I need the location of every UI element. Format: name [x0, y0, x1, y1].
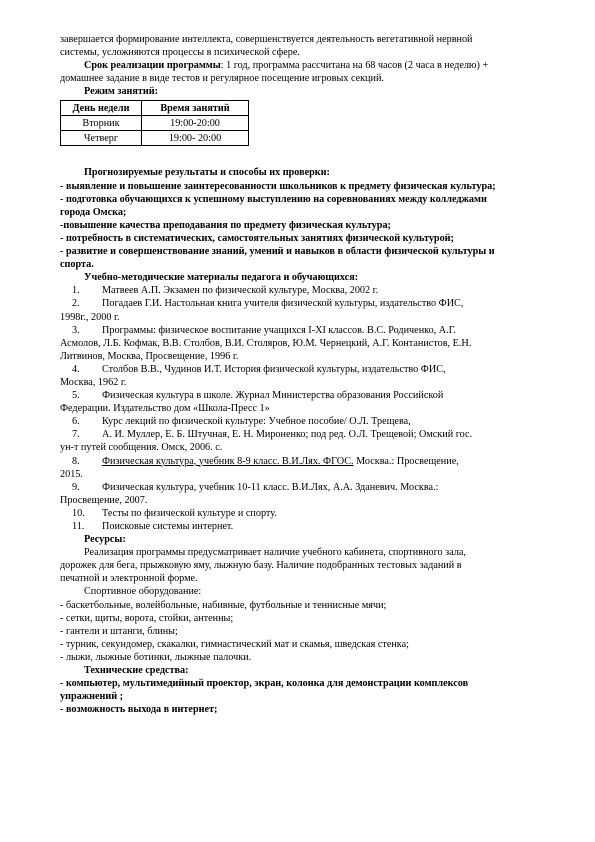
textbook-link[interactable]: Физическая культура, учебник 8-9 класс. В.И.Лях. ФГОС. — [102, 455, 354, 467]
tech-title: Технические средства: — [84, 665, 189, 677]
resources-title: Ресурсы: — [84, 534, 126, 546]
table-cell-day: Четверг — [61, 131, 142, 146]
equipment-title: Спортивное оборудование: — [84, 586, 202, 598]
table-header-day: День недели — [61, 101, 142, 116]
list-item: - баскетбольные, волейбольные, набивные, футбольные и теннисные мячи; — [60, 599, 387, 611]
list-item-cont: 2015. — [60, 468, 83, 480]
table-row — [61, 116, 249, 131]
list-item: 11. Поисковые системы интернет. — [72, 521, 234, 532]
list-item: 8. Физическая культура, учебник 8-9 класс. В.И.Лях. ФГОС. Москва.: Просвещение, — [72, 455, 459, 467]
materials-list — [60, 284, 552, 533]
results-list — [60, 180, 552, 272]
duration-text: : 1 год, программа рассчитана на 68 часов (2 часа в неделю) + — [220, 60, 489, 72]
resources-paragraph: Реализация программы предусматривает наличие учебного кабинета, спортивного зала, — [84, 547, 466, 559]
list-item-cont: 1998г., 2000 г. — [60, 311, 120, 323]
tech-list — [60, 677, 552, 716]
materials-title: Учебно-методические материалы педагога и обучающихся: — [84, 272, 359, 284]
results-title: Прогнозируемые результаты и способы их проверки: — [84, 167, 330, 179]
table-row — [61, 131, 249, 146]
list-item: - возможность выхода в интернет; — [60, 704, 218, 716]
list-item: спорта. — [60, 259, 94, 271]
list-item: -повышение качества преподавания по предмету физическая культура; — [60, 219, 391, 231]
list-item: 5. Физическая культура в школе. Журнал Министерства образования Российской — [72, 390, 444, 402]
resources-paragraph-cont: печатной и электронной форме. — [60, 573, 198, 585]
list-item: - подготовка обучающихся к успешному выступлению на соревнованиях между колледжами — [60, 193, 487, 205]
table-cell-time: 19:00- 20:00 — [142, 131, 249, 146]
list-item: - лыжи, лыжные ботинки, лыжные палочки. — [60, 651, 252, 663]
table-cell-time: 19:00-20:00 — [142, 116, 249, 131]
list-item: 7. А. И. Муллер, Е. Б. Штучная, Е. Н. Мироненко; под ред. О.Л. Трещевой; Омский гос. — [72, 429, 473, 441]
list-item-cont: Просвещение, 2007. — [60, 494, 148, 506]
list-item: 1. Матвеев А.П. Экзамен по физической культуре, Москва, 2002 г. — [72, 285, 379, 297]
list-item: - турник, секундомер, скакалки, гимнастический мат и скамья, шведская стенка; — [60, 638, 409, 650]
list-item: 6. Курс лекций по физической культуре: Учебное пособие/ О.Л. Трещева, — [72, 416, 411, 428]
duration-paragraph — [60, 59, 552, 72]
list-item-cont: Литвинов, Москва, Просвещение, 1996 г. — [60, 350, 239, 362]
list-item: города Омска; — [60, 206, 127, 218]
list-item: 4. Столбов В.В., Чудинов И.Т. История физической культуры, издательство ФИС, — [72, 363, 446, 375]
table-header-row — [61, 101, 249, 116]
table-header-time: Время занятий — [142, 101, 249, 116]
list-item: 3. Программы: физическое воспитание учащихся I-XI классов. В.С. Родиченко, А.Г. — [72, 324, 456, 336]
document-page — [60, 33, 552, 716]
intro-line: системы, усложняются процессы в психической сфере. — [60, 47, 300, 59]
schedule-table — [60, 100, 249, 146]
list-item: - гантели и штанги, блины; — [60, 625, 178, 637]
list-item: 2. Погадаев Г.И. Настольная книга учителя физической культуры, издательство ФИС, — [72, 298, 464, 310]
list-item: 9. Физическая культура, учебник 10-11 класс. В.И.Лях, А.А. Зданевич. Москва.: — [72, 481, 439, 493]
list-item: - развитие и совершенствование знаний, умений и навыков в области физической культуры и — [60, 246, 495, 258]
list-item: - потребность в систематических, самостоятельных занятиях физической культурой; — [60, 232, 454, 244]
list-item-cont: Федерации. Издательство дом «Школа-Пресс 1» — [60, 403, 270, 415]
schedule-title: Режим занятий: — [84, 86, 159, 98]
list-item-cont: Асмолов, Л.Б. Кофмак, В.В. Столбов, В.И. Столяров, Ю.М. Чернецкий, А.Г. Контанистов, Е.Н. — [60, 337, 472, 349]
table-cell-day: Вторник — [61, 116, 142, 131]
resources-paragraph-cont: дорожек для бега, прыжковую яму, лыжную базу. Наличие подобранных тестовых заданий в — [60, 560, 462, 572]
list-item: 10. Тесты по физической культуре и спорту. — [72, 507, 277, 519]
list-item-cont: Москва, 1962 г. — [60, 376, 127, 388]
intro-line: завершается формирование интеллекта, совершенствуется деятельность вегетативной нервной — [60, 34, 473, 45]
duration-label: Срок реализации программы — [84, 60, 221, 72]
list-item: - выявление и повышение заинтересованности школьников к предмету физическая культура; — [60, 180, 496, 192]
duration-text-cont: домашнее задание в виде тестов и регулярное посещение игровых секций. — [60, 73, 384, 85]
list-item: - сетки, щиты, ворота, стойки, антенны; — [60, 612, 234, 624]
list-item: упражнений ; — [60, 691, 124, 703]
list-item-cont: ун-т путей сообщения. Омск, 2006. с. — [60, 442, 223, 454]
list-item: - компьютер, мультимедийный проектор, экран, колонка для демонстрации комплексов — [60, 678, 469, 690]
